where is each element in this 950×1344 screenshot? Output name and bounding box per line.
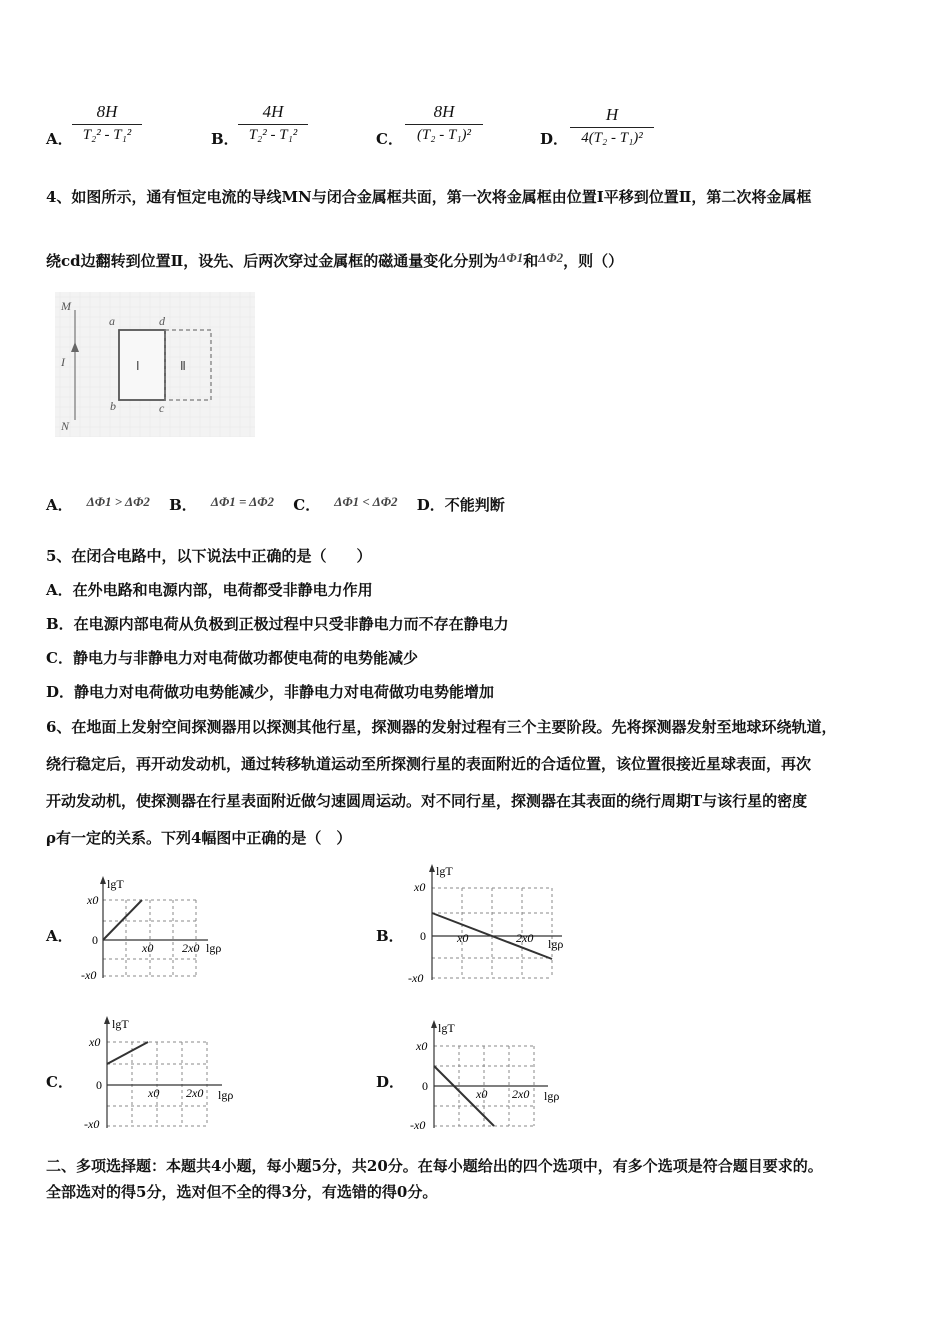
data-line [103, 900, 142, 940]
fraction-numerator: 4H [262, 102, 284, 121]
q3-option-b-label: B． [211, 130, 239, 148]
ylabel: lgT [107, 877, 124, 891]
q6-stem-line1: 6、在地面上发射空间探测器用以探测其他行星，探测器的发射过程有三个主要阶段。先将探测器发射至地球环绕轨道， [46, 718, 837, 736]
label-i: I [61, 355, 65, 369]
phi1-symbol: ΔΦ1 [498, 250, 524, 265]
x-tick-x0: x0 [457, 931, 469, 945]
y-tick-neg-x0: -x0 [410, 1118, 426, 1132]
fraction-numerator: H [605, 105, 619, 124]
origin-label: 0 [96, 1078, 102, 1092]
label-c: c [159, 401, 165, 415]
q4-option-b-label: B． [169, 496, 197, 514]
y-axis-arrow-icon [104, 1016, 110, 1024]
x-tick-x0: x0 [476, 1087, 488, 1101]
q3-option-a-fraction [72, 102, 142, 144]
q3-option-c-label: C． [376, 130, 403, 148]
xlabel: lgρ [206, 941, 222, 955]
y-axis-arrow-icon [431, 1020, 437, 1028]
section2-heading-line1: 二、多项选择题：本题共4小题，每小题5分，共20分。在每小题给出的四个选项中，有多个选项是符合题目要求的。 [46, 1157, 823, 1175]
q4-option-a-label: A． [46, 496, 73, 514]
q6-option-c-label: C． [46, 1073, 73, 1091]
q4-option-d-text: 不能判断 [444, 496, 505, 514]
q3-option-d-fraction [570, 105, 654, 147]
q4-options [46, 494, 505, 515]
y-tick-x0: x0 [89, 1035, 101, 1049]
label-position-2: Ⅱ [180, 359, 186, 373]
fraction-numerator: 8H [433, 102, 455, 121]
fraction-denominator: T₂² - T₁² [248, 127, 298, 143]
y-tick-x0: x0 [87, 893, 99, 907]
label-m: M [61, 299, 71, 313]
q6-option-d-label: D． [376, 1073, 405, 1091]
q4-figure-wire-frame [55, 292, 255, 437]
frame-position-1 [119, 330, 165, 400]
q6-graph-d [406, 1016, 576, 1138]
q6-stem-line3: 开动发动机，使探测器在行星表面附近做匀速圆周运动。对不同行星，探测器在其表面的绕行周期T与该行星的密度 [46, 792, 808, 810]
q5-option-d: D．静电力对电荷做功电势能减少，非静电力对电荷做功电势能增加 [46, 683, 495, 701]
q6-graph-c [82, 1012, 252, 1134]
x-tick-2x0: 2x0 [182, 941, 200, 955]
y-axis-arrow-icon [100, 876, 106, 884]
label-position-1: Ⅰ [136, 359, 140, 373]
q6-option-b-label: B． [376, 927, 404, 945]
section2-heading-line2: 全部选对的得5分，选对但不全的得3分，有选错的得0分。 [46, 1183, 438, 1201]
data-line [107, 1042, 148, 1064]
ylabel: lgT [438, 1021, 455, 1035]
label-b: b [110, 399, 116, 413]
origin-label: 0 [92, 933, 98, 947]
label-d: d [159, 314, 165, 328]
y-axis-arrow-icon [429, 864, 435, 872]
fraction-denominator: T₂² - T₁² [82, 127, 132, 143]
q5-option-c: C．静电力与非静电力对电荷做功都使电荷的电势能减少 [46, 649, 418, 667]
ylabel: lgT [112, 1017, 129, 1031]
q4-option-b-expr: ΔΦ1 = ΔΦ2 [210, 494, 275, 509]
y-tick-neg-x0: -x0 [84, 1117, 100, 1131]
label-n: N [61, 419, 70, 433]
q6-stem-line2: 绕行稳定后，再开动发动机，通过转移轨道运动至所探测行星的表面附近的合适位置，该位置很接近星球表面，再次 [46, 755, 812, 773]
q3-option-b-fraction [238, 102, 308, 144]
fraction-numerator: 8H [96, 102, 118, 121]
q6-option-a-label: A． [46, 927, 73, 945]
x-tick-x0: x0 [148, 1086, 160, 1100]
q5-option-b: B．在电源内部电荷从负极到正极过程中只受非静电力而不存在静电力 [46, 615, 509, 633]
x-tick-x0: x0 [142, 941, 154, 955]
q6-graph-a [78, 872, 238, 984]
x-tick-2x0: 2x0 [512, 1087, 530, 1101]
x-tick-2x0: 2x0 [186, 1086, 204, 1100]
q4-stem-line2: 绕cd边翻转到位置Ⅱ，设先、后两次穿过金属框的磁通量变化分别为ΔΦ1和ΔΦ2，则（） [46, 250, 624, 270]
q3-option-c-fraction [405, 102, 483, 144]
phi2-symbol: ΔΦ2 [538, 250, 564, 265]
xlabel: lgρ [218, 1088, 234, 1102]
y-tick-neg-x0: -x0 [408, 971, 424, 985]
origin-label: 0 [420, 929, 426, 943]
y-tick-x0: x0 [416, 1039, 428, 1053]
label-a: a [109, 314, 115, 328]
q3-option-d-label: D． [540, 130, 569, 148]
q4-option-c-expr: ΔΦ1 < ΔΦ2 [334, 494, 398, 509]
q5-option-a: A．在外电路和电源内部，电荷都受非静电力作用 [46, 581, 373, 599]
q6-stem-line4: ρ有一定的关系。下列4幅图中正确的是（ ） [46, 829, 352, 847]
fraction-denominator: 4(T₂ - T₁)² [581, 130, 643, 146]
y-tick-neg-x0: -x0 [81, 968, 97, 982]
q4-stem-line1: 4、如图所示，通有恒定电流的导线MN与闭合金属框共面，第一次将金属框由位置Ⅰ平移到位置Ⅱ，第二次将金属框 [46, 188, 812, 206]
q6-graph-b [402, 858, 582, 986]
q4-option-c-label: C． [293, 496, 321, 514]
q3-option-a-label: A． [46, 130, 73, 148]
y-tick-x0: x0 [414, 880, 426, 894]
q4-option-a-expr: ΔΦ1 > ΔΦ2 [86, 494, 150, 509]
x-tick-2x0: 2x0 [516, 931, 534, 945]
fraction-denominator: (T₂ - T₁)² [416, 127, 472, 143]
xlabel: lgρ [544, 1089, 560, 1103]
origin-label: 0 [422, 1079, 428, 1093]
q5-stem: 5、在闭合电路中，以下说法中正确的是（ ） [46, 547, 372, 565]
xlabel: lgρ [548, 937, 564, 951]
ylabel: lgT [436, 864, 453, 878]
q4-option-d-label: D． [416, 496, 445, 514]
